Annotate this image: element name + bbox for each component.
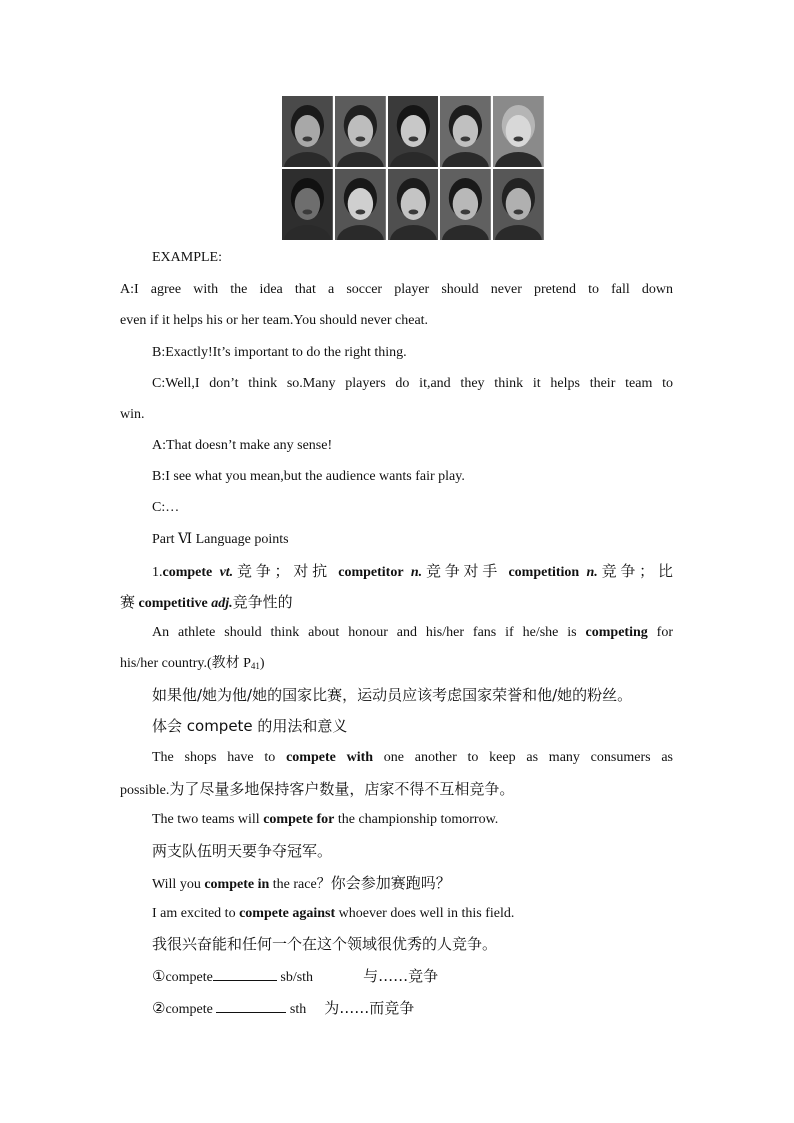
usage-sentence3: Will you compete in the race？你会参加赛跑吗？ [152, 874, 451, 892]
word-competitive: competitive [138, 596, 208, 611]
usage-sentence4: I am excited to compete against whoever does well in this field. [152, 906, 515, 921]
dialogue-b1: B:Exactly!It’s important to do the right thing. [152, 345, 407, 360]
example-sentence-line2: his/her country.(教材 $P_{41}$) [120, 656, 265, 671]
pos-n-2: n. [586, 565, 598, 580]
athlete-photo-3 [388, 96, 439, 167]
pos-adj: adj. [211, 596, 233, 611]
bold-compete-against: compete against [239, 906, 336, 921]
fill-blank-1: ①compete sb/sth 与……竞争 [152, 967, 439, 985]
usage-sentence2: The two teams will compete for the championship tomorrow. [152, 812, 499, 827]
usage-sentence4-translation: 我很兴奋能和任何一个在这个领域很优秀的人竞争。 [152, 935, 498, 953]
fill-blank-2: ②compete sth 为……而竞争 [152, 999, 415, 1017]
meaning-competition-b: 赛 [120, 593, 136, 611]
example-sentence-line1: An athlete should think about honour and his/her fans if he/she is competing for [152, 625, 674, 640]
example-heading: EXAMPLE: [152, 250, 222, 265]
meaning-competition-a: 竞争；比 [597, 562, 673, 580]
athlete-photo-10 [493, 169, 544, 240]
word-compete: compete [162, 565, 213, 580]
blank-line-2[interactable] [216, 998, 286, 1013]
athlete-photo-4 [440, 96, 491, 167]
point1-number: 1. [152, 565, 163, 580]
page-subscript: 41 [250, 661, 260, 671]
dialogue-a1-line1: A:I agree with the idea that a soccer player should never pretend to fall down [120, 282, 673, 297]
bold-compete-with: compete with [286, 750, 374, 765]
part-title: Part Ⅵ Language points [152, 532, 289, 547]
usage-sentence3-translation: 你会参加赛跑吗？ [330, 874, 451, 892]
athlete-photo-1 [282, 96, 333, 167]
usage-sentence2-translation: 两支队伍明天要争夺冠军。 [152, 842, 333, 860]
pos-vt: vt. [219, 565, 234, 580]
dialogue-a2: A:That doesn’t make any sense! [152, 438, 333, 453]
usage-title: 体会 compete 的用法和意义 [152, 717, 348, 735]
bold-compete-for: compete for [263, 812, 335, 827]
athlete-photo-7 [335, 169, 386, 240]
dialogue-c1-line2: win. [120, 407, 145, 422]
meaning-competitor: 竞争对手 [422, 562, 502, 580]
athlete-photo-8 [388, 169, 439, 240]
athlete-photo-5 [493, 96, 544, 167]
point1-line1 [152, 561, 673, 583]
circled-number-2: ② [152, 999, 166, 1017]
dialogue-c2: C:… [152, 500, 180, 515]
example-sentence-translation: 如果他/她为他/她的国家比赛，运动员应该考虑国家荣誉和他/她的粉丝。 [152, 686, 633, 704]
meaning-competitive: 竞争性的 [232, 593, 293, 611]
circled-number-1: ① [152, 967, 166, 985]
meaning-compete: 竞争；对抗 [233, 562, 331, 580]
point1-line2 [120, 592, 293, 614]
athlete-photo-6 [282, 169, 333, 240]
athlete-photo-collage [282, 96, 544, 240]
usage-sentence1-translation: 为了尽量多地保持客户数量，店家不得不互相竞争。 [169, 780, 515, 798]
dialogue-b2: B:I see what you mean,but the audience wants fair play. [152, 469, 465, 484]
usage-sentence1-line2: possible.为了尽量多地保持客户数量，店家不得不互相竞争。 [120, 780, 515, 798]
blank-line-1[interactable] [213, 966, 277, 981]
word-competition: competition [508, 565, 580, 580]
fill-blank-2-meaning: 为……而竞争 [324, 999, 415, 1017]
fill-blank-1-meaning: 与……竞争 [363, 967, 439, 985]
pos-n-1: n. [410, 565, 423, 580]
athlete-photo-2 [335, 96, 386, 167]
word-competitor: competitor [338, 565, 404, 580]
dialogue-c1-line1: C:Well,I don’t think so.Many players do it,and they think it helps their team to [152, 376, 673, 391]
athlete-photo-9 [440, 169, 491, 240]
dialogue-a1-line2: even if it helps his or her team.You should never cheat. [120, 313, 429, 328]
bold-compete-in: compete in [204, 877, 270, 892]
bold-competing: competing [585, 625, 648, 640]
usage-sentence1-line1: The shops have to compete with one another to keep as many consumers as [152, 750, 673, 765]
